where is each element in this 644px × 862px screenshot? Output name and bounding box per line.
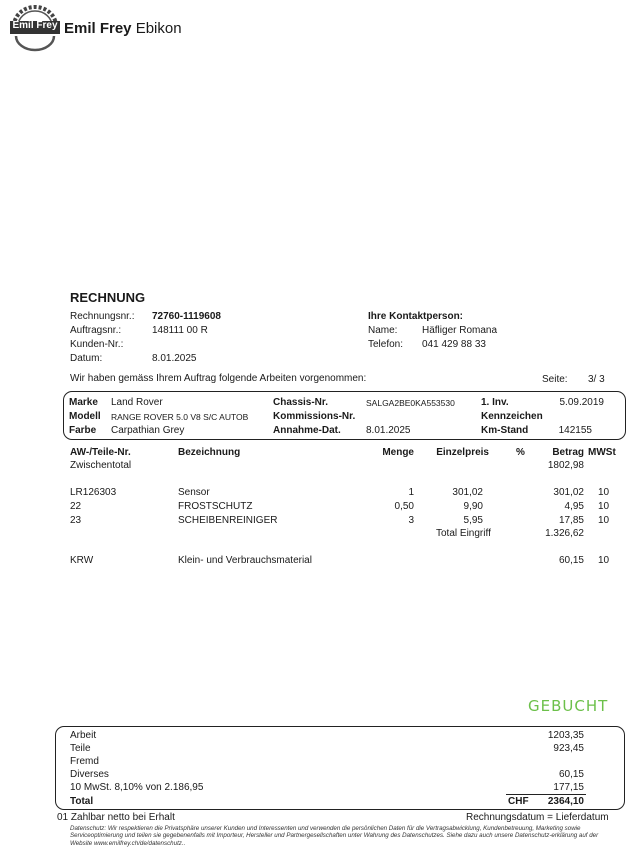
- contact-phone-label: Telefon:: [368, 339, 404, 350]
- vehicle-label: Modell: [69, 411, 101, 422]
- quantity: 0,50: [394, 501, 414, 512]
- summary-label: Teile: [70, 743, 91, 754]
- summary-label: Arbeit: [70, 730, 97, 741]
- vehicle-label: Farbe: [69, 425, 97, 436]
- contact-phone: 041 429 88 33: [422, 339, 486, 350]
- company: Emil Frey: [64, 20, 132, 37]
- vat-code: 10: [598, 515, 610, 526]
- unit-price: 9,90: [463, 501, 483, 512]
- amount: 17,85: [558, 515, 584, 526]
- payment-terms: 01 Zahlbar netto bei Erhalt: [57, 812, 175, 823]
- summary-vat: 177,15: [553, 782, 584, 793]
- vehicle-first-registration: 5.09.2019: [559, 397, 604, 408]
- invoice-field-label: Auftragsnr.:: [70, 325, 122, 336]
- description: Klein- und Verbrauchsmaterial: [178, 555, 312, 566]
- invoice-date: 8.01.2025: [152, 353, 197, 364]
- subtotal-value: 1802,98: [547, 460, 584, 471]
- summary-divider: [506, 794, 586, 795]
- invoice-field-label: Datum:: [70, 353, 103, 364]
- summary-parts: 923,45: [553, 743, 584, 754]
- quantity: 1: [408, 487, 414, 498]
- column-header-percent: %: [516, 447, 525, 458]
- part-number: 23: [70, 515, 82, 526]
- order-number: 148111 00 R: [152, 325, 208, 336]
- vehicle-label: Marke: [69, 397, 98, 408]
- part-number: KRW: [70, 555, 94, 566]
- vehicle-chassis: SALGA2BE0KA553530: [366, 398, 455, 408]
- vehicle-color: Carpathian Grey: [111, 425, 185, 436]
- vehicle-mileage: 142155: [558, 425, 592, 436]
- page-title: RECHNUNG: [70, 290, 146, 305]
- amount: 60,15: [558, 555, 584, 566]
- description: FROSTSCHUTZ: [178, 501, 253, 512]
- logo: [8, 4, 62, 52]
- unit-price: 5,95: [463, 515, 483, 526]
- booked-stamp: GEBUCHT: [528, 697, 609, 715]
- summary-labor: 1203,35: [547, 730, 584, 741]
- company-name: [64, 20, 182, 37]
- logo-text: Emil Frey: [12, 20, 58, 31]
- summary-vat-label: 10 MwSt. 8,10% von 2.186,95: [70, 782, 204, 793]
- column-header-quantity: Menge: [382, 447, 414, 458]
- vehicle-model: RANGE ROVER 5.0 V8 S/C AUTOB: [111, 412, 249, 422]
- description: SCHEIBENREINIGER: [178, 515, 278, 526]
- column-header-description: Bezeichnung: [178, 447, 241, 458]
- contact-name-label: Name:: [368, 325, 398, 336]
- amount: 301,02: [553, 487, 584, 498]
- invoice-field-label: Kunden-Nr.:: [70, 339, 124, 350]
- summary-total-label: Total: [70, 796, 94, 807]
- vehicle-label: Kommissions-Nr.: [273, 411, 356, 422]
- contact-heading: Ihre Kontaktperson:: [368, 311, 464, 322]
- column-header-amount: Betrag: [552, 447, 584, 458]
- summary-label: Diverses: [70, 769, 109, 780]
- vat-code: 10: [598, 487, 610, 498]
- vat-code: 10: [598, 501, 610, 512]
- vehicle-label: 1. Inv.: [481, 397, 509, 408]
- vehicle-label: Km-Stand: [481, 425, 529, 436]
- part-number: 22: [70, 501, 82, 512]
- invoice-date-note: Rechnungsdatum = Lieferdatum: [466, 812, 609, 823]
- summary-currency: CHF: [508, 796, 529, 807]
- quantity: 3: [408, 515, 414, 526]
- total-eingriff-value: 1.326,62: [545, 528, 584, 539]
- branch: Ebikon: [135, 20, 182, 37]
- part-number: LR126303: [70, 487, 117, 498]
- invoice-field-label: Rechnungsnr.:: [70, 311, 135, 322]
- vehicle-label: Chassis-Nr.: [273, 397, 329, 408]
- vat-code: 10: [598, 555, 610, 566]
- page-number: 3/ 3: [588, 374, 605, 385]
- column-header-unit-price: Einzelpreis: [436, 447, 489, 458]
- vehicle-intake-date: 8.01.2025: [366, 425, 411, 436]
- vehicle-label: Kennzeichen: [481, 411, 543, 422]
- total-eingriff-label: Total Eingriff: [436, 528, 491, 539]
- invoice-number: 72760-1119608: [152, 311, 221, 322]
- amount: 4,95: [564, 501, 584, 512]
- column-header-vat: MWSt: [588, 447, 616, 458]
- subtotal-label: Zwischentotal: [70, 460, 132, 471]
- page-label: Seite:: [542, 374, 568, 385]
- summary-label: Fremd: [70, 756, 99, 767]
- intro-text: Wir haben gemäss Ihrem Auftrag folgende Arbeiten vorgenommen:: [70, 373, 367, 384]
- description: Sensor: [178, 487, 210, 498]
- summary-misc: 60,15: [558, 769, 584, 780]
- column-header-part-number: AW-/Teile-Nr.: [70, 447, 131, 458]
- privacy-notice: Datenschutz: Wir respektieren die Privatsphäre unserer Kunden und Interessenten und verwenden die persönlichen Daten für die Vertragsabwicklung, Kundenbetreuung, Marketing sowie Serviceoptimierung und teilen sie gegebenenfalls mit Importeur, Hersteller und Partnergesellschaften unter Wahrung des Datenschutzes. Siehe dazu auch unsere Datenschutz-erklärung auf der Website www.emilfrey.ch/de/datenschutz..: [70, 825, 599, 847]
- summary-total: 2364,10: [547, 796, 584, 807]
- unit-price: 301,02: [452, 487, 483, 498]
- contact-name: Häfliger Romana: [422, 325, 498, 336]
- vehicle-brand: Land Rover: [111, 397, 163, 408]
- vehicle-label: Annahme-Dat.: [273, 425, 341, 436]
